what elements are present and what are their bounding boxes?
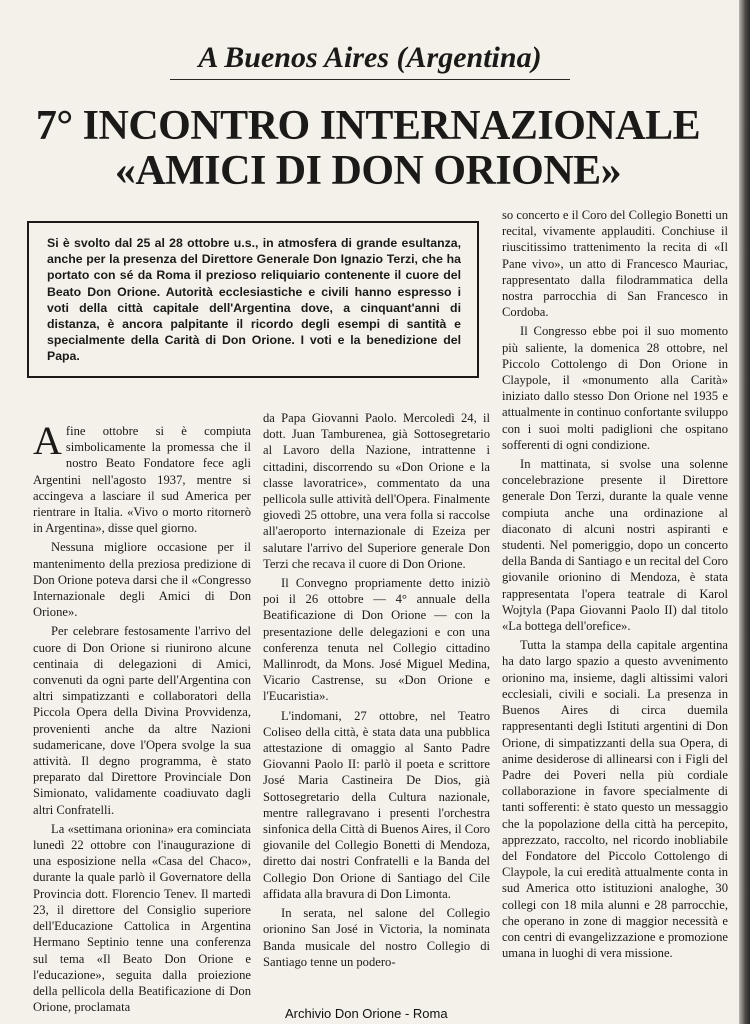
lead-summary-box: Si è svolto dal 25 al 28 ottobre u.s., in atmosfera di grande esultanza, anche per la presenza del Direttore Generale Don Ignazio Terzi, che ha portato con sé da Roma il prezioso reliquiario contenente il cuore del Beato Don Orione. Autorità ecclesiastiche e civili hanno espresso i voti della città capitale dell'Argentina dove, a cinquant'anni di distanza, è ancora palpitante il ricordo degli esempi di santità e specialmente della Carità di Don Orione. I voti e la benedizione del Papa. [27, 221, 479, 378]
article-column-2 [263, 410, 490, 1010]
headline-line-2: «AMICI DI DON ORIONE» [114, 148, 622, 194]
archive-footer: Archivio Don Orione - Roma [285, 1006, 448, 1021]
drop-cap: A [33, 423, 62, 463]
kicker-title: A Buenos Aires (Argentina) [198, 41, 542, 74]
paragraph [33, 423, 251, 536]
scan-edge-shadow [739, 0, 750, 1024]
paragraph: L'indomani, 27 ottobre, nel Teatro Coliseo della città, è stata data una pubblica attestazione di omaggio al Santo Padre Giovanni Paolo II: parlò il poeta e scrittore José Maria Castineira De Dios, già Sottosegretario della Cultura nazionale, mentre rallegravano i presenti l'orchestra sinfonica della Città di Buenos Aires, il Coro giovanile del Collegio Bonetti di Mendoza, diretto dai nostri Confratelli e la Banda del Collegio Don Orione di Santiago del Cile affidata alla bravura di Don Limonta. [263, 708, 490, 901]
paragraph: In serata, nel salone del Collegio orionino San José in Victoria, la nominata Banda musicale del nostro Collegio di Santiago tenne un podero- [263, 906, 490, 969]
paragraph: Il Congresso ebbe poi il suo momento più saliente, la domenica 28 ottobre, nel Piccolo Cottolengo di Don Orione in Claypole, il «monumento alla Carità» iniziato dallo stesso Don Orione nel 1935 e attualmente in continuo confortante sviluppo con i suoi molti padiglioni che ospitano sofferenti di ogni condizione. [502, 324, 728, 452]
paragraph: so concerto e il Coro del Collegio Bonetti un recital, vivamente applauditi. Conchiuse il riuscitissimo trattenimento la recita di «Il Pane vivo», un atto di Francesco Mauriac, rappresentato dalla filodrammatica della nostra parrocchia di San Francesco in Cordoba. [502, 208, 728, 320]
kicker-rule [170, 79, 570, 80]
article-column-1 [33, 423, 251, 1015]
paragraph: Per celebrare festosamente l'arrivo del cuore di Don Orione si riunirono alcune centinaia di delegazioni di Amici, convenuti da ogni parte dell'Argentina con altri simpatizzanti e collaboratori della Piccola Opera della Divina Provvidenza, provenienti anche da altre Nazioni sudamericane, dove l'Opera svolge la sua attività. Il degno programma, è stato preparato dal Direttore Provinciale Don Simionato, validamente coadiuvato dagli altri Confratelli. [33, 624, 251, 817]
paragraph: Tutta la stampa della capitale argentina ha dato largo spazio a questo avvenimento orionino ma, insieme, dagli altissimi valori ecclesiali, civili e sociali. La presenza in Buenos Aires di circa duemila rappresentanti degli Istituti argentini di Don Orione, di simpatizzanti della sua Opera, di anime desiderose di allinearsi con i Figli del Padre dei Poveri nella più cordiale collaborazione in favore specialmente di tanti sofferenti: è stato questo un messaggio che la popolazione della città ha percepito, apprezzato, raccolto, nel ricordo inobliabile del Fondatore del Piccolo Cottolengo di Claypole, la cui eredità attualmente conta in sud America otto istituzioni analoghe, 30 collegi con 18 mila alunni e 28 parrocchie, che operano in zone di maggior necessità e con centri di evangelizzazione e promozione umana in luoghi di vera missione. [502, 638, 728, 961]
article-column-3 [502, 207, 728, 1007]
paragraph: Il Convegno propriamente detto iniziò poi il 26 ottobre — 4° annuale della Beatificazione di Don Orione — con la presentazione delle delegazioni e con una conferenza tenuta nel Collegio cittadino Mallinrodt, da Mons. José Miguel Medina, Vicario Castrense, su «Don Orione e l'Eucaristia». [263, 576, 490, 704]
paragraph: Nessuna migliore occasione per il mantenimento della preziosa predizione di Don Orione poteva darsi che il «Congresso Internazionale degli Amici di Don Orione». [33, 540, 251, 620]
headline-line-1: 7° INCONTRO INTERNAZIONALE [35, 103, 701, 149]
paragraph: da Papa Giovanni Paolo. Mercoledì 24, il dott. Juan Tamburenea, già Sottosegretario al Lavoro della Nazione, intrattenne i cittadini, discorrendo su «Don Orione e la classe lavoratrice», commentato da una pellicola sulle attività dell'Opera. Finalmente giovedì 25 ottobre, una vera folla si raccolse all'aeroporto internazionale di Ezeiza per salutare l'arrivo del Superiore generale Don Terzi che recava il cuore di Don Orione. [263, 411, 490, 571]
headline [18, 104, 718, 194]
paragraph: In mattinata, si svolse una solenne concelebrazione presente il Direttore generale Don Terzi, durante la quale venne compiuta anche una ordinazione al diaconato di alcuni nostri aspiranti e studenti. Nel pomeriggio, dopo un concerto della Banda di Santiago e un recital del Coro giovanile orionino di Mendoza, è stata rappresentata l'opera teatrale di Karol Wojtyla (Papa Giovanni Paolo II) dal titolo «La bottega dell'orefice». [502, 457, 728, 634]
paragraph: La «settimana orionina» era cominciata lunedì 22 ottobre con l'inaugurazione di una esposizione nella «Casa del Chaco», durante la quale parlò il Governatore della Provincia dott. Florencio Tenev. Il martedì 23, il direttore del Consiglio superiore dell'Educazione Cattolica in Argentina Hermano Septinio tenne una conferenza sul tema «Il Beato Don Orione e l'educazione», seguita dalla proiezione della pellicola della Beatificazione di Don Orione, proclamata [33, 821, 251, 1015]
paragraph-text: fine ottobre si è compiuta simbolicamente la promessa che il nostro Beato Fondatore fece agli Argentini nell'agosto 1937, mentre si accingeva a lasciare il sud America per rientrare in Italia. «Vivo o morto ritornerò in Argentina», disse quel giorno. [33, 424, 251, 536]
